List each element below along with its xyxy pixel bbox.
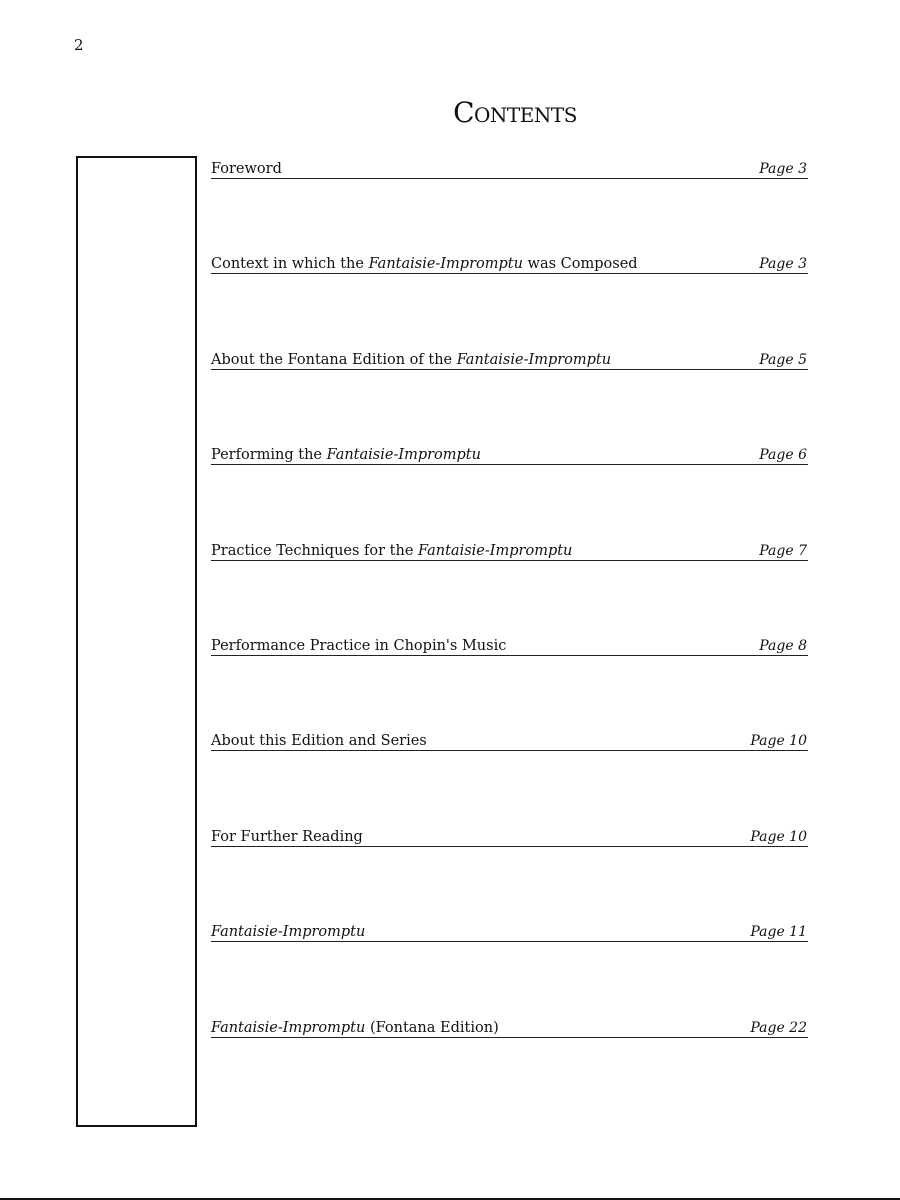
toc-page-number: Page 10	[750, 733, 807, 750]
toc-entry-rule	[211, 823, 808, 847]
toc-entry-title	[211, 923, 365, 941]
toc-entry-performing[interactable]	[211, 441, 808, 536]
toc-page-number: Page 6	[759, 447, 807, 464]
toc-title-text-after: (Fontana Edition)	[365, 1019, 499, 1036]
toc-entry-title	[211, 160, 282, 178]
toc-title-italic: Fantaisie-Impromptu	[326, 447, 481, 464]
toc-entry-rule	[211, 727, 808, 751]
toc-title-italic: Fantaisie-Impromptu	[368, 256, 523, 273]
toc-entry-title	[211, 255, 638, 273]
toc-page-number: Page 11	[750, 924, 807, 941]
toc-entry-rule	[211, 537, 808, 561]
toc-entry-rule	[211, 632, 808, 656]
toc-entry-title	[211, 828, 363, 846]
table-of-contents	[211, 155, 808, 1109]
toc-title-text: Context in which the	[211, 256, 369, 273]
toc-page-number: Page 22	[750, 1019, 807, 1036]
toc-title-italic: Fantaisie-Impromptu	[211, 1019, 366, 1036]
page-title: Contents	[453, 96, 577, 129]
toc-entry-title	[211, 446, 481, 464]
toc-title-text: Performance Practice in Chopin's Music	[211, 637, 507, 654]
toc-entry-rule	[211, 441, 808, 465]
toc-page-number: Page 8	[759, 637, 807, 654]
toc-page-number: Page 10	[750, 828, 807, 845]
toc-title-text: For Further Reading	[211, 828, 363, 845]
page-number: 2	[74, 36, 84, 54]
toc-entry-title	[211, 732, 427, 750]
toc-entry-edition-series[interactable]	[211, 727, 808, 822]
toc-entry-fantaisie-impromptu-fontana[interactable]	[211, 1014, 808, 1109]
toc-title-text: Practice Techniques for the	[211, 542, 419, 559]
side-frame	[76, 156, 197, 1127]
toc-entry-rule	[211, 918, 808, 942]
toc-title-text: Foreword	[211, 161, 282, 177]
toc-page-number: Page 5	[759, 351, 807, 368]
toc-title-italic: Fantaisie-Impromptu	[211, 924, 366, 941]
toc-entry-title	[211, 1019, 499, 1037]
toc-title-italic: Fantaisie-Impromptu	[418, 542, 573, 559]
toc-entry-fontana-edition[interactable]	[211, 346, 808, 441]
toc-entry-rule	[211, 1014, 808, 1038]
toc-entry-fantaisie-impromptu[interactable]	[211, 918, 808, 1013]
toc-title-text: About the Fontana Edition of the	[211, 351, 457, 368]
toc-page-number: Page 3	[759, 161, 807, 177]
toc-entry-rule	[211, 346, 808, 370]
toc-page-number: Page 7	[759, 542, 807, 559]
toc-entry-rule	[211, 155, 808, 179]
toc-entry-performance-practice[interactable]	[211, 632, 808, 727]
toc-entry-foreword[interactable]	[211, 155, 808, 250]
toc-entry-title	[211, 637, 506, 655]
toc-title-text: About this Edition and Series	[211, 733, 427, 750]
toc-title-text-after: was Composed	[522, 256, 638, 273]
toc-title-text: Performing the	[211, 447, 327, 464]
toc-page-number: Page 3	[759, 256, 807, 273]
toc-entry-title	[211, 351, 611, 369]
toc-entry-rule	[211, 250, 808, 274]
toc-title-italic: Fantaisie-Impromptu	[456, 351, 612, 368]
toc-entry-further-reading[interactable]	[211, 823, 808, 918]
toc-entry-context[interactable]	[211, 250, 808, 345]
toc-entry-practice-techniques[interactable]	[211, 537, 808, 632]
toc-entry-title	[211, 542, 572, 560]
